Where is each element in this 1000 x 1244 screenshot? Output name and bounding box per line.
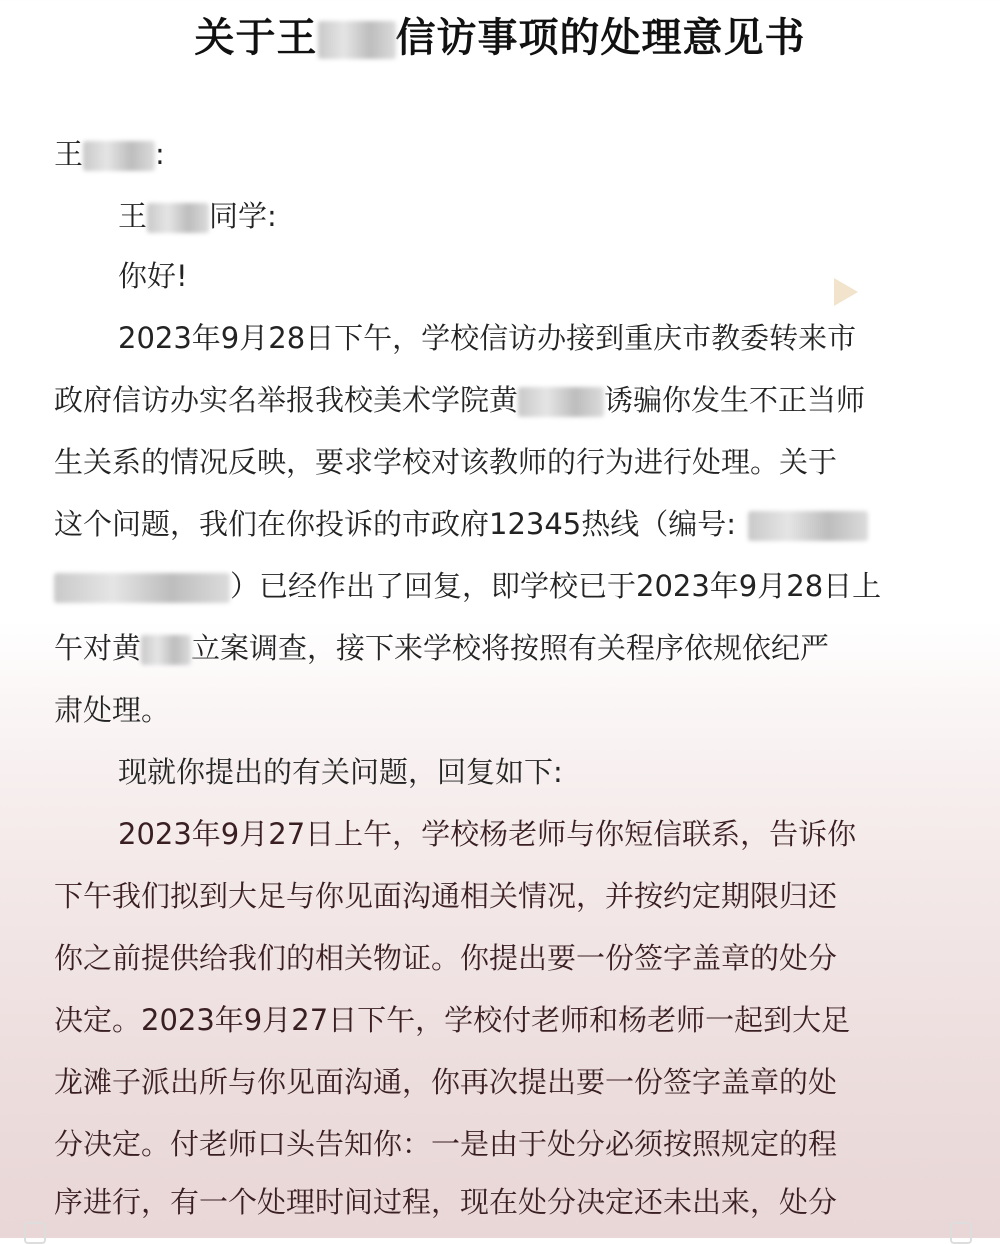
paragraph1-line6: 午对黄 立案调查，接下来学校将按照有关程序依规依纪严: [54, 631, 830, 665]
paragraph1-line4: 这个问题，我们在你投诉的市政府12345热线（编号:: [54, 502, 954, 546]
redacted-name-blur: [318, 21, 396, 59]
document-title: [0, 8, 1000, 68]
paragraph3-line6: 分决定。付老师口头告知你：一是由于处分必须按照规定的程: [54, 1127, 838, 1161]
title-part1: 关于王: [194, 15, 318, 61]
redacted-teacher-blur: [518, 387, 604, 417]
paragraph1-line3: 生关系的情况反映，要求学校对该教师的行为进行处理。关于: [54, 445, 838, 479]
paragraph3-line7: 序进行，有一个处理时间过程，现在处分决定还未出来，处分: [54, 1185, 838, 1219]
paragraph3-line3: 你之前提供给我们的相关物证。你提出要一份签字盖章的处分: [54, 941, 838, 975]
paragraph3-line1: 2023年9月27日上午，学校杨老师与你短信联系，告诉你: [118, 817, 857, 851]
paragraph1-line1: 2023年9月28日下午，学校信访办接到重庆市教委转来市: [118, 321, 857, 355]
redacted-number-blur: [748, 511, 868, 541]
paragraph1-line7: 肃处理。: [54, 693, 171, 727]
recipient-line: [54, 132, 954, 176]
redacted-recipient-blur: [83, 141, 155, 171]
recipient-suffix: :: [155, 137, 165, 171]
paragraph3-line2: 下午我们拟到大足与你见面沟通相关情况，并按约定期限归还: [54, 879, 838, 913]
paragraph3-line5: 龙滩子派出所与你见面沟通，你再次提出要一份签字盖章的处: [54, 1065, 838, 1099]
paragraph3-line4: 决定。2023年9月27日下午，学校付老师和杨老师一起到大足: [54, 1003, 851, 1037]
greeting: 你好!: [118, 259, 188, 293]
redacted-number-blur-2: [54, 573, 230, 603]
student-prefix: 王: [118, 199, 148, 233]
title-part2: 信访事项的处理意见书: [395, 15, 806, 61]
paragraph2: 现就你提出的有关问题，回复如下:: [118, 755, 563, 789]
paragraph1-line5: ）已经作出了回复，即学校已于2023年9月28日上: [54, 564, 954, 608]
recipient-prefix: 王: [54, 137, 84, 171]
redacted-student-blur: [147, 203, 209, 233]
redacted-teacher-blur-2: [141, 635, 191, 665]
paragraph1-line2: 政府信访办实名举报我校美术学院黄 诱骗你发生不正当师: [54, 383, 866, 417]
student-suffix: 同学:: [209, 199, 277, 233]
student-salutation: [118, 194, 1000, 238]
corner-mark-right: [950, 1222, 972, 1244]
corner-mark-left: [24, 1222, 46, 1244]
play-icon: [834, 278, 858, 306]
